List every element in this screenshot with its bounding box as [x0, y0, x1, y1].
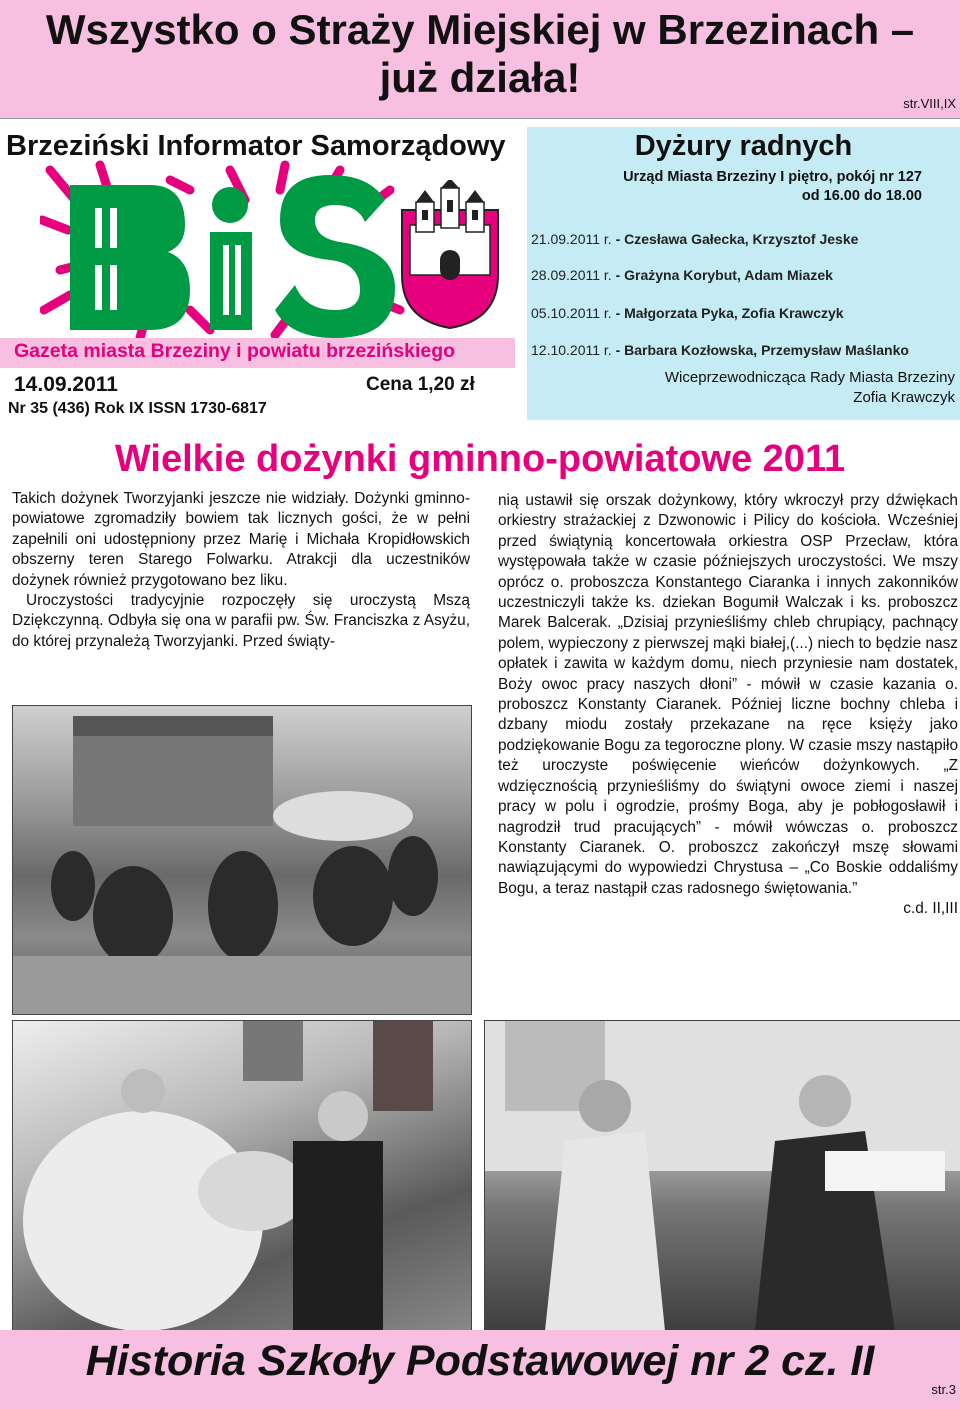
duty-names: - Czesława Gałecka, Krzysztof Jeske [611, 231, 859, 247]
masthead-title: Brzeziński Informator Samorządowy [6, 130, 506, 162]
speakers-illustration [485, 1021, 960, 1331]
article-paragraph: Uroczystości tradycyjnie rozpoczęły się uroczystą Mszą Dziękczynną. Odbyła się ona w parafii pw. Św. Franciszka z Asyżu, do której przynależą Tworzyjanki. Przed świąty- [12, 592, 470, 650]
coat-of-arms-icon [400, 180, 500, 330]
bread-blessing-illustration [13, 1021, 471, 1331]
article-headline[interactable]: Wielkie dożynki gminno-powiatowe 2011 [114, 438, 846, 480]
top-headline-line2: już działa! [379, 54, 581, 101]
issue-price: Cena 1,20 zł [366, 374, 475, 395]
duty-date: 28.09.2011 r. [531, 267, 612, 283]
duty-names: - Grażyna Korybut, Adam Miazek [611, 267, 833, 283]
bottom-page-reference: str.3 [931, 1382, 956, 1397]
duty-date: 21.09.2011 r. [531, 231, 612, 247]
duty-names: - Barbara Kozłowska, Przemysław Maślanko [611, 342, 909, 358]
bread-blessing-photo[interactable] [12, 1020, 472, 1332]
article-paragraph: nią ustawił się orszak dożynkowy, który wkroczył przy dźwiękach orkiestry strażackiej z Dzwonowic i Pilicy do kościoła. Wcześniej przed świątynią koncertowała orkiestra OSP Przecław, która występowała także w czasie późniejszych uroczystości. We mszy oprócz o. proboszcza Konstantego Ciaranka i innych zakonników uczestniczyli także ks. dziekan Bogumił Walczak i ks. proboszcz Marek Balcerak. „Dzisiaj przynieśliśmy chleb chrupiący, pachnący polem, wypieczony z pierwszej mąki białej,(...) niech to będzie nasz opłatek i zawita w każdym domu, niech przyniesie nam dostatek, Boży owoc pracy naszych dłoni” - mówił w czasie kazania o. proboszcz Konstanty Ciaranek. Później liczne bochny chleba i dzbany miodu zostały przekazane na ręce księży jako podziękowanie Bogu za tegoroczne plony. W czasie mszy nastąpiło też uroczyste poświęcenie wieńców dożynkowych. „Z wdzięcznością przynieśliśmy do świątyni owoce ziemi i naszej pracy w polu i ogrodzie, prośmy Boga, aby je pobłogosławił i nagrodził trud pracujących” - mówił wówczas o. proboszcz Konstanty Ciaranek. O. proboszcz zakończył mszę słowami nawiązującymi do wypowiedzi Chrystusa – „Co Boskie oddaliśmy Bogu, a teraz nastąpił czas radosnego świętowania.” [498, 492, 958, 897]
article-column-left [12, 489, 470, 652]
duty-location-line2: od 16.00 do 18.00 [801, 188, 922, 204]
folk-dance-illustration [13, 706, 471, 1014]
duty-names: - Małgorzata Pyka, Zofia Krawczyk [611, 305, 844, 321]
duty-title: Dyżury radnych [634, 130, 853, 162]
top-headline[interactable] [0, 6, 960, 102]
bis-logo [40, 160, 410, 345]
top-headline-line1: Wszystko o Straży Miejskiej w Brzezinach – [45, 6, 915, 53]
issue-number: Nr 35 (436) Rok IX ISSN 1730-6817 [8, 400, 267, 417]
vice-chair-role: Wiceprzewodnicząca Rady Miasta Brzeziny [664, 369, 955, 386]
article-continuation: c.d. II,III [903, 900, 958, 918]
duty-date: 12.10.2011 r. [531, 342, 612, 358]
bottom-headline[interactable]: Historia Szkoły Podstawowej nr 2 cz. II [85, 1337, 875, 1385]
duty-location [527, 168, 922, 206]
vice-chair-name: Zofia Krawczyk [853, 389, 955, 406]
duty-date: 05.10.2011 r. [531, 305, 612, 321]
issue-date: 14.09.2011 [14, 373, 118, 396]
duty-location-line1: Urząd Miasta Brzeziny I piętro, pokój nr 127 [623, 169, 922, 185]
duty-row [531, 342, 909, 358]
masthead-subtitle: Gazeta miasta Brzeziny i powiatu brzezińskiego [14, 340, 456, 362]
folk-dance-photo[interactable] [12, 705, 472, 1015]
duty-row [531, 267, 833, 283]
duty-row [531, 231, 858, 247]
top-page-reference: str.VIII,IX [903, 96, 956, 111]
article-column-right [498, 491, 958, 920]
speakers-photo[interactable] [484, 1020, 960, 1332]
duty-row [531, 305, 844, 321]
article-paragraph: Takich dożynek Tworzyjanki jeszcze nie widziały. Dożynki gminno-powiatowe zgromadziły bowiem tak licznych gości, że w pełni zapełnili oni udostępniony przez Marię i Michała Kropidłowskich obszerny teren Starego Folwarku. Atrakcji dla uczestników dożynek również przygotowano bez liku. [12, 490, 470, 589]
